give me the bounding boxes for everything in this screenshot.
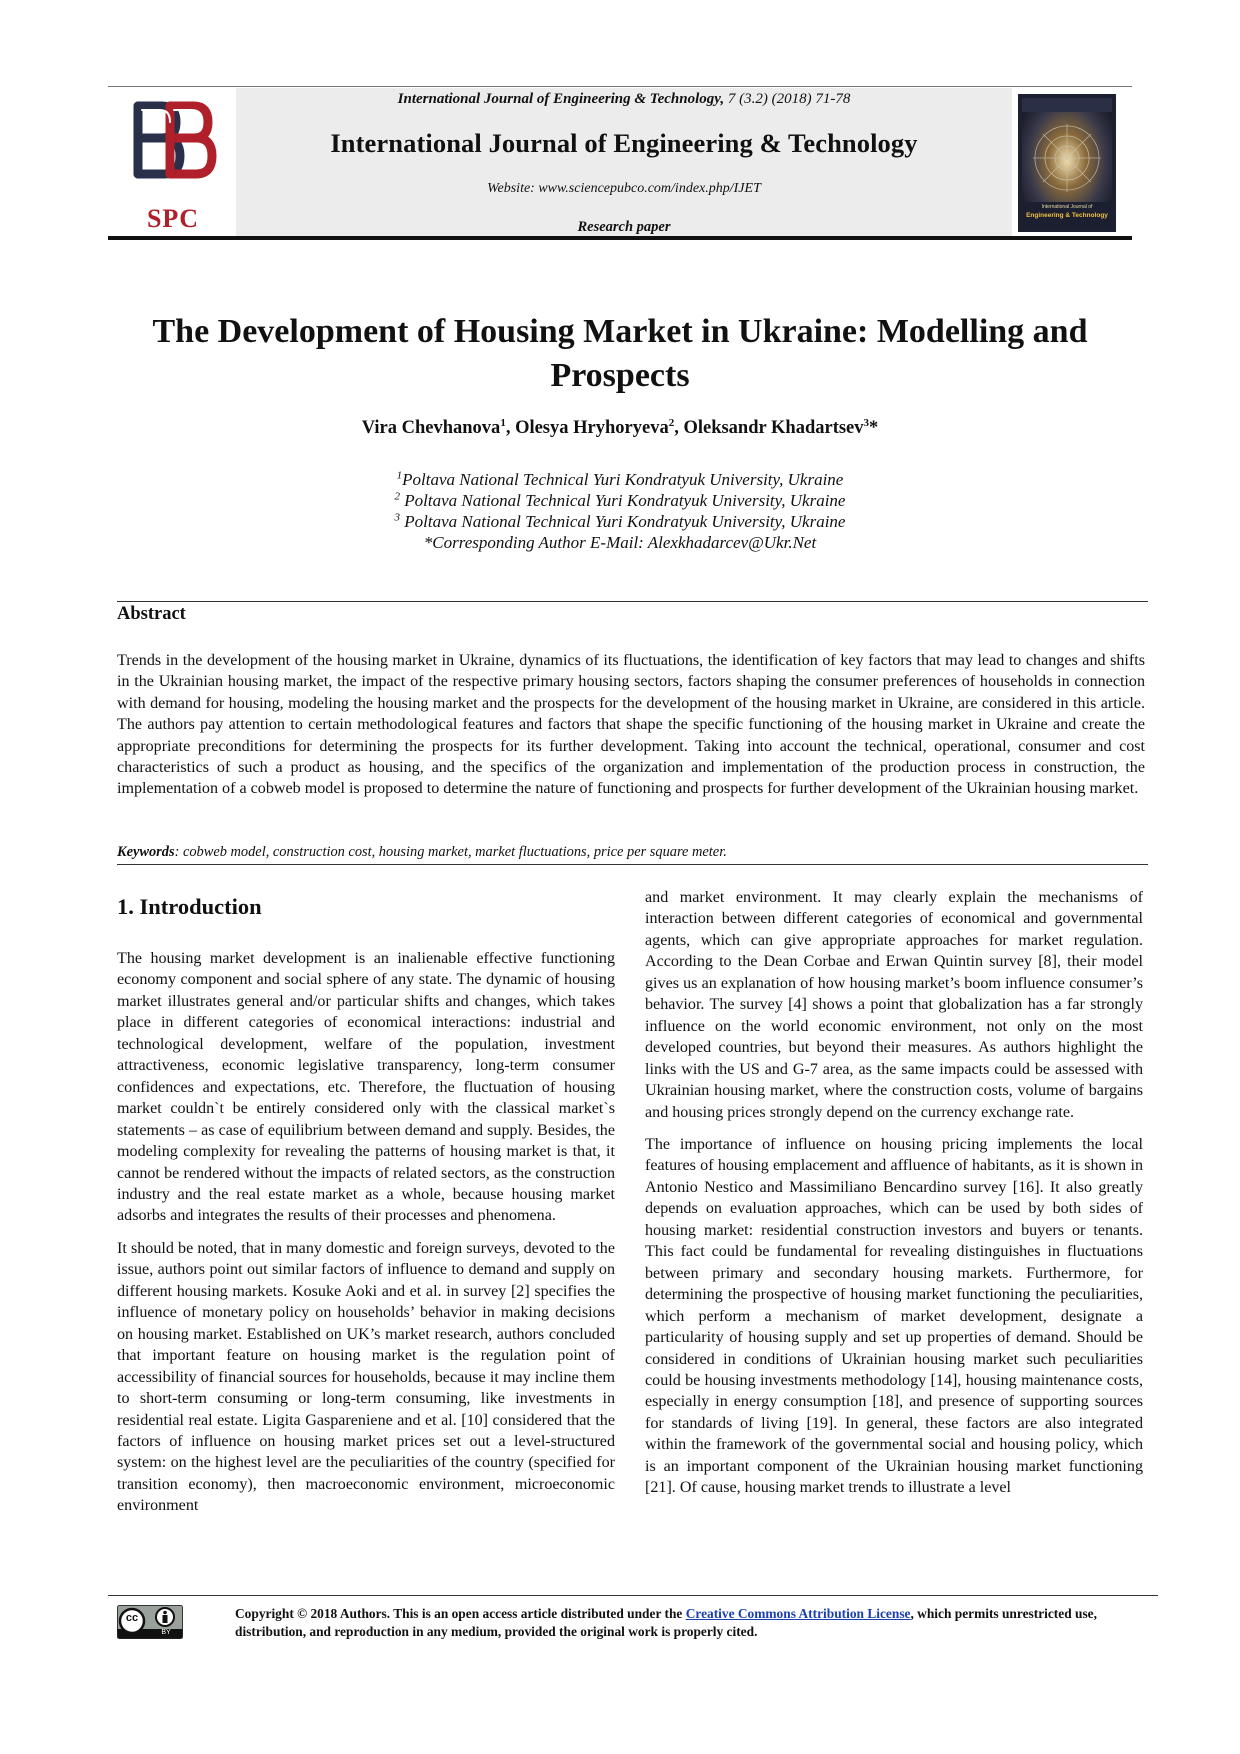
author-separator: , bbox=[674, 418, 684, 438]
license-link[interactable]: Creative Commons Attribution License bbox=[685, 1606, 911, 1621]
footer-rule bbox=[108, 1595, 1158, 1596]
keywords bbox=[117, 844, 1145, 861]
abstract-bottom-rule bbox=[117, 864, 1148, 865]
journal-website: Website: www.sciencepubco.com/index.php/IJET bbox=[487, 181, 761, 196]
affiliation bbox=[108, 470, 1132, 490]
body-paragraph: and market environment. It may clearly explain the mechanisms of interaction between different categories of economical and governmental agents, which can give appropriate approaches for market regulation. According to the Dean Corbae and Erwan Quintin survey [8], their model gives us an explanation of how housing market’s boom influence consumer’s behavior. The survey [4] shows a point that globalization has a far strongly influence on the world economic environment, not only on the most developed countries, but beyond their measures. As authors highlight the links with the US and G-7 area, as the same impacts could be assessed with Ukrainian housing market, where the construction costs, volume of bargains and housing prices strongly depend on the currency exchange rate. bbox=[645, 889, 1143, 1121]
logo-text: SPC bbox=[146, 204, 200, 233]
affiliation bbox=[108, 512, 1132, 532]
affiliation bbox=[108, 491, 1132, 511]
body-paragraph: The housing market development is an inalienable effective functioning economy component and social sphere of any state. The dynamic of housing market illustrates general and/or particular shifts and changes, which takes place in different categories of economical interactions: industrial and technological development, welfare of the population, investment attractiveness, economic legislative transparency, long-term consumer confidences and expectations, etc. Therefore, the fluctuation of housing market couldn`t be entirely considered only with the classical market`s statements – as case of equilibrium between demand and supply. Besides, the modeling complexity for revealing the patterns of housing market is that, it cannot be rendered without the impacts of related sectors, as the construction industry and the real estate market as a whole, because housing market adsorbs and integrates the results of their processes and phenomena. bbox=[117, 950, 615, 1225]
copyright-text-end: , which permits unrestricted use, distribution, and reproduction in any medium, provided the original work is properly cited. bbox=[235, 1606, 1097, 1639]
author-affiliation-marker: 2 bbox=[668, 416, 675, 429]
keywords-label: Keywords bbox=[117, 844, 175, 860]
author-separator: * bbox=[869, 418, 879, 438]
citation-issue: 7 (3.2) (2018) 71-78 bbox=[727, 91, 851, 107]
copyright-text: Copyright © 2018 Authors. This is an open access article distributed under the bbox=[235, 1606, 686, 1621]
section-heading-introduction: 1. Introduction bbox=[117, 894, 262, 919]
abstract-top-rule bbox=[117, 601, 1148, 602]
left-column bbox=[117, 948, 615, 1528]
by-label: BY bbox=[161, 1629, 171, 1636]
affiliation-text: Poltava National Technical Yuri Kondratyuk University, Ukraine bbox=[400, 512, 846, 531]
header-band bbox=[236, 88, 1012, 236]
cc-by-license-badge[interactable] bbox=[117, 1605, 183, 1639]
affiliation-marker: 2 bbox=[394, 490, 401, 503]
author-name: Vira Chevhanova bbox=[361, 418, 501, 438]
affiliation-text: Poltava National Technical Yuri Kondratyuk University, Ukraine bbox=[402, 470, 844, 489]
author-name: Olesya Hryhoryeva bbox=[515, 418, 669, 438]
keywords-text: : cobweb model, construction cost, housing market, market fluctuations, price per square meter. bbox=[174, 844, 727, 860]
citation-journal: International Journal of Engineering & Technology, bbox=[397, 91, 725, 107]
journal-cover-image bbox=[1018, 94, 1116, 232]
paper-title: The Development of Housing Market in Ukraine: Modelling and Prospects bbox=[152, 313, 1088, 394]
cover-title-small: International Journal of bbox=[1041, 204, 1093, 210]
affiliation-marker: 3 bbox=[394, 511, 401, 524]
author-separator: , bbox=[505, 418, 516, 438]
corresponding-author: *Corresponding Author E-Mail: Alexkhadarcev@Ukr.Net bbox=[423, 533, 817, 552]
author-affiliation-marker: 3 bbox=[863, 416, 870, 429]
citation-line bbox=[236, 91, 1012, 108]
cover-title: Engineering & Technology bbox=[1026, 212, 1108, 219]
body-paragraph: The importance of influence on housing pricing implements the local features of housing emplacement and affluence of habitants, as it is shown in Antonio Nestico and Massimiliano Bencardino survey [16]. It also greatly depends on evaluation approaches, which can be used by both sides of housing market: residential construction investors and buyers or tenants. This fact could be fundamental for revealing distinguishes in fluctuations between primary and secondary housing markets. Furthermore, for determining the prospective of housing market functioning the peculiarities, which perform a mechanism of market development, designate a particularity of housing supply and set up properties of demand. Should be considered in conditions of Ukrainian housing market such peculiarities could be housing investments methodology [14], housing maintenance costs, especially in energy consumption [18], and presence of supporting sources for standards of living [19]. In general, these factors are also integrated within the framework of the governmental social and housing policy, which is an important component of the Ukrainian housing market functioning [21]. Of cause, housing market trends to illustrate a level bbox=[645, 1135, 1143, 1497]
affiliation-text: Poltava National Technical Yuri Kondratyuk University, Ukraine bbox=[400, 491, 846, 510]
copyright-notice bbox=[235, 1605, 1145, 1641]
abstract-heading: Abstract bbox=[117, 604, 186, 624]
spc-logo bbox=[118, 94, 228, 234]
author-name: Oleksandr Khadartsev bbox=[683, 418, 864, 438]
paper-type: Research paper bbox=[577, 219, 671, 235]
right-column bbox=[645, 887, 1143, 1510]
header-top-rule bbox=[108, 86, 1132, 87]
author-affiliation-marker: 1 bbox=[500, 416, 506, 429]
cc-icon: cc bbox=[125, 1612, 139, 1624]
abstract-text: Trends in the development of the housing market in Ukraine, dynamics of its fluctuations, the identification of key factors that may lead to changes and shifts in the Ukrainian housing market, the impact of the respective primary housing sectors, factors shaping the consumer preferences of households in connection with demand for housing, modeling the housing market and the prospects for the development of the housing market in Ukraine, are considered in this article. The authors pay attention to certain methodological features and factors that shape the specific functioning of the housing market in Ukraine and create the appropriate preconditions for determining the prospects for its further development. Taking into account the technical, operational, consumer and cost characteristics of such a product as housing, and the specifics of the organization and implementation of the production process in construction, the implementation of a cobweb model is proposed to determine the nature of functioning and prospects for further development of the Ukrainian housing market. bbox=[117, 652, 1145, 798]
body-paragraph: It should be noted, that in many domestic and foreign surveys, devoted to the issue, authors point out similar factors of influence to demand and supply on different housing markets. Kosuke Aoki and et al. in survey [2] specifies the influence of monetary policy on households’ behavior in making decisions on housing market. Established on UK’s market research, authors concluded that important feature on housing market is the regulation point of accessibility of financial sources for households, because it may incline them to short-term consuming or long-term consuming, like investments in residential real estate. Ligita Gaspareniene and et al. [10] considered that the factors of influence on housing market prices set out a level-structured system: on the highest level are the peculiarities of the country (specified for transition economy), then macroeconomic environment, microeconomic environment bbox=[117, 1239, 615, 1515]
author-list bbox=[108, 418, 1132, 439]
affiliation-marker: 1 bbox=[396, 469, 403, 482]
journal-name: International Journal of Engineering & Technology bbox=[330, 128, 918, 158]
header-bottom-rule bbox=[108, 236, 1132, 240]
